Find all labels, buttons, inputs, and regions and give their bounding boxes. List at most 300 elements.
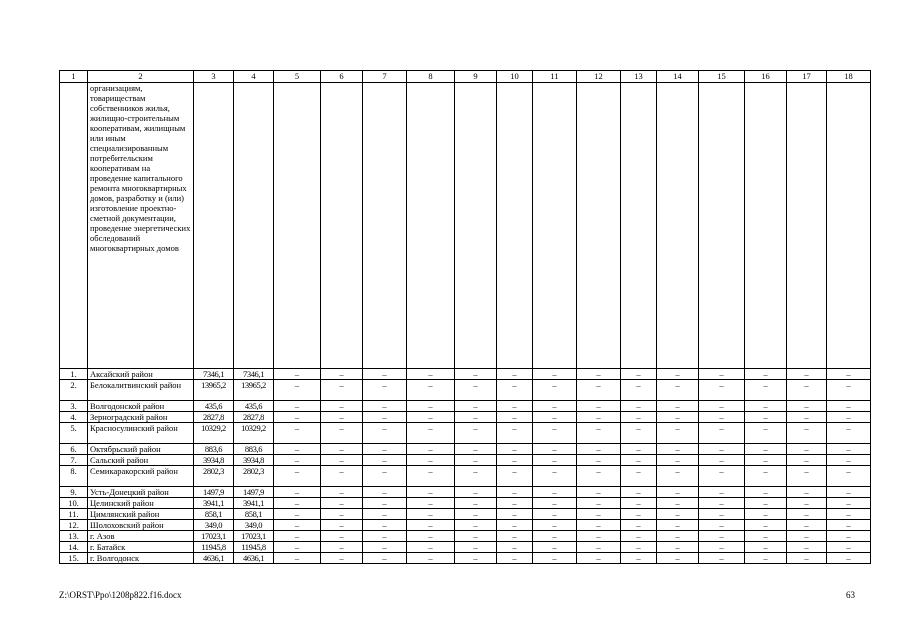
dash-cell: – xyxy=(577,444,621,455)
description-cell: организациям, товариществам собственников жилья, жилищно-строительным кооперативам, жилищным или иным специализированным потребительским кооперативам на проведение капитального ремонта многоквартирных домов, разработку и (или) изготовление проектно-сметной документации, проведение энергетических обследований многоквартирных домов xyxy=(88,83,194,369)
dash-cell: – xyxy=(497,542,533,553)
row-name: Шолоховский район xyxy=(88,520,194,531)
dash-cell: – xyxy=(363,531,407,542)
dash-cell: – xyxy=(699,542,745,553)
row-name: Октябрьский район xyxy=(88,444,194,455)
value-col4: 435,6 xyxy=(234,401,274,412)
value-col3: 858,1 xyxy=(194,509,234,520)
table-row xyxy=(60,369,871,380)
dash-cell: – xyxy=(657,369,699,380)
dash-cell: – xyxy=(321,498,363,509)
dash-cell: – xyxy=(274,423,321,444)
dash-cell: – xyxy=(657,553,699,564)
row-number: 9. xyxy=(60,487,88,498)
dash-cell: – xyxy=(657,542,699,553)
dash-cell: – xyxy=(455,509,497,520)
value-col3: 2827,8 xyxy=(194,412,234,423)
dash-cell: – xyxy=(455,520,497,531)
dash-cell: – xyxy=(533,520,577,531)
dash-cell: – xyxy=(274,531,321,542)
dash-cell: – xyxy=(577,423,621,444)
dash-cell: – xyxy=(407,455,455,466)
dash-cell: – xyxy=(621,553,657,564)
dash-cell: – xyxy=(745,369,787,380)
dash-cell: – xyxy=(577,455,621,466)
dash-cell: – xyxy=(699,531,745,542)
dash-cell: – xyxy=(621,455,657,466)
dash-cell: – xyxy=(407,369,455,380)
column-header-7: 7 xyxy=(363,71,407,83)
dash-cell: – xyxy=(657,423,699,444)
dash-cell: – xyxy=(745,498,787,509)
dash-cell: – xyxy=(657,498,699,509)
table-row xyxy=(60,423,871,444)
dash-cell: – xyxy=(321,423,363,444)
row-name: Красносулинский район xyxy=(88,423,194,444)
dash-cell: – xyxy=(657,401,699,412)
row-name: Белокалитвинский район xyxy=(88,380,194,401)
value-col3: 3934,8 xyxy=(194,455,234,466)
dash-cell: – xyxy=(745,412,787,423)
dash-cell: – xyxy=(827,553,871,564)
dash-cell: – xyxy=(577,412,621,423)
dash-cell: – xyxy=(497,487,533,498)
dash-cell: – xyxy=(621,498,657,509)
dash-cell: – xyxy=(274,455,321,466)
dash-cell: – xyxy=(455,423,497,444)
row-name: Зерноградский район xyxy=(88,412,194,423)
dash-cell: – xyxy=(497,380,533,401)
dash-cell: – xyxy=(621,380,657,401)
dash-cell: – xyxy=(787,466,827,487)
desc-empty-cell xyxy=(699,83,745,369)
dash-cell: – xyxy=(455,498,497,509)
row-number: 11. xyxy=(60,509,88,520)
dash-cell: – xyxy=(533,401,577,412)
dash-cell: – xyxy=(497,444,533,455)
column-header-8: 8 xyxy=(407,71,455,83)
value-col3: 17023,1 xyxy=(194,531,234,542)
dash-cell: – xyxy=(621,466,657,487)
column-header-1: 1 xyxy=(60,71,88,83)
dash-cell: – xyxy=(787,509,827,520)
dash-cell: – xyxy=(363,444,407,455)
dash-cell: – xyxy=(274,466,321,487)
desc-empty-cell xyxy=(787,83,827,369)
row-name: г. Азов xyxy=(88,531,194,542)
dash-cell: – xyxy=(274,498,321,509)
row-name: г. Батайск xyxy=(88,542,194,553)
dash-cell: – xyxy=(699,553,745,564)
dash-cell: – xyxy=(363,553,407,564)
table-row xyxy=(60,509,871,520)
dash-cell: – xyxy=(745,444,787,455)
value-col4: 17023,1 xyxy=(234,531,274,542)
dash-cell: – xyxy=(321,369,363,380)
dash-cell: – xyxy=(827,520,871,531)
desc-empty-cell xyxy=(621,83,657,369)
row-name: Аксайский район xyxy=(88,369,194,380)
row-name: Семикаракорский район xyxy=(88,466,194,487)
value-col4: 858,1 xyxy=(234,509,274,520)
dash-cell: – xyxy=(621,487,657,498)
dash-cell: – xyxy=(533,553,577,564)
dash-cell: – xyxy=(497,412,533,423)
desc-empty-cell xyxy=(827,83,871,369)
dash-cell: – xyxy=(407,423,455,444)
dash-cell: – xyxy=(321,531,363,542)
row-name: Усть-Донецкий район xyxy=(88,487,194,498)
dash-cell: – xyxy=(787,520,827,531)
value-col3: 11945,8 xyxy=(194,542,234,553)
value-col4: 3934,8 xyxy=(234,455,274,466)
dash-cell: – xyxy=(657,520,699,531)
desc-empty-cell xyxy=(455,83,497,369)
row-number: 10. xyxy=(60,498,88,509)
dash-cell: – xyxy=(274,487,321,498)
column-header-18: 18 xyxy=(827,71,871,83)
dash-cell: – xyxy=(407,401,455,412)
dash-cell: – xyxy=(699,369,745,380)
column-header-11: 11 xyxy=(533,71,577,83)
dash-cell: – xyxy=(321,412,363,423)
row-name: Сальский район xyxy=(88,455,194,466)
dash-cell: – xyxy=(274,401,321,412)
column-header-16: 16 xyxy=(745,71,787,83)
value-col3: 2802,3 xyxy=(194,466,234,487)
table-row xyxy=(60,487,871,498)
table-row xyxy=(60,412,871,423)
table-row xyxy=(60,444,871,455)
dash-cell: – xyxy=(577,498,621,509)
dash-cell: – xyxy=(497,401,533,412)
dash-cell: – xyxy=(745,542,787,553)
table-row xyxy=(60,553,871,564)
dash-cell: – xyxy=(274,509,321,520)
dash-cell: – xyxy=(577,531,621,542)
value-col3: 10329,2 xyxy=(194,423,234,444)
dash-cell: – xyxy=(745,487,787,498)
desc-empty-cell xyxy=(657,83,699,369)
dash-cell: – xyxy=(497,498,533,509)
dash-cell: – xyxy=(745,466,787,487)
dash-cell: – xyxy=(497,509,533,520)
dash-cell: – xyxy=(363,380,407,401)
dash-cell: – xyxy=(699,520,745,531)
dash-cell: – xyxy=(455,455,497,466)
dash-cell: – xyxy=(827,380,871,401)
dash-cell: – xyxy=(533,498,577,509)
row-number: 7. xyxy=(60,455,88,466)
value-col4: 2802,3 xyxy=(234,466,274,487)
row-number: 5. xyxy=(60,423,88,444)
dash-cell: – xyxy=(621,369,657,380)
dash-cell: – xyxy=(577,380,621,401)
dash-cell: – xyxy=(274,412,321,423)
row-number: 1. xyxy=(60,369,88,380)
dash-cell: – xyxy=(787,412,827,423)
dash-cell: – xyxy=(407,531,455,542)
desc-empty-cell xyxy=(407,83,455,369)
dash-cell: – xyxy=(621,520,657,531)
column-header-2: 2 xyxy=(88,71,194,83)
dash-cell: – xyxy=(455,553,497,564)
dash-cell: – xyxy=(455,531,497,542)
dash-cell: – xyxy=(274,520,321,531)
dash-cell: – xyxy=(407,498,455,509)
column-header-5: 5 xyxy=(274,71,321,83)
dash-cell: – xyxy=(577,487,621,498)
dash-cell: – xyxy=(321,487,363,498)
dash-cell: – xyxy=(657,509,699,520)
dash-cell: – xyxy=(321,466,363,487)
row-number: 14. xyxy=(60,542,88,553)
dash-cell: – xyxy=(455,444,497,455)
value-col4: 2827,8 xyxy=(234,412,274,423)
dash-cell: – xyxy=(621,531,657,542)
value-col3: 3941,1 xyxy=(194,498,234,509)
table-row xyxy=(60,455,871,466)
dash-cell: – xyxy=(363,520,407,531)
dash-cell: – xyxy=(621,444,657,455)
dash-cell: – xyxy=(621,542,657,553)
dash-cell: – xyxy=(533,487,577,498)
dash-cell: – xyxy=(407,553,455,564)
dash-cell: – xyxy=(699,509,745,520)
value-col3: 1497,9 xyxy=(194,487,234,498)
desc-empty-cell xyxy=(497,83,533,369)
row-number: 8. xyxy=(60,466,88,487)
dash-cell: – xyxy=(787,455,827,466)
dash-cell: – xyxy=(363,466,407,487)
dash-cell: – xyxy=(363,509,407,520)
dash-cell: – xyxy=(787,487,827,498)
dash-cell: – xyxy=(455,487,497,498)
value-col4: 11945,8 xyxy=(234,542,274,553)
desc-empty-cell xyxy=(533,83,577,369)
dash-cell: – xyxy=(787,423,827,444)
dash-cell: – xyxy=(407,380,455,401)
dash-cell: – xyxy=(363,412,407,423)
dash-cell: – xyxy=(274,542,321,553)
dash-cell: – xyxy=(699,455,745,466)
dash-cell: – xyxy=(363,498,407,509)
dash-cell: – xyxy=(699,423,745,444)
dash-cell: – xyxy=(621,423,657,444)
row-number: 6. xyxy=(60,444,88,455)
desc-empty-cell xyxy=(194,83,234,369)
value-col4: 3941,1 xyxy=(234,498,274,509)
dash-cell: – xyxy=(407,509,455,520)
dash-cell: – xyxy=(827,466,871,487)
dash-cell: – xyxy=(455,412,497,423)
table-row xyxy=(60,531,871,542)
dash-cell: – xyxy=(407,466,455,487)
value-col4: 10329,2 xyxy=(234,423,274,444)
dash-cell: – xyxy=(745,553,787,564)
dash-cell: – xyxy=(274,369,321,380)
dash-cell: – xyxy=(745,423,787,444)
table-row xyxy=(60,498,871,509)
column-header-17: 17 xyxy=(787,71,827,83)
dash-cell: – xyxy=(274,380,321,401)
row-number: 13. xyxy=(60,531,88,542)
dash-cell: – xyxy=(407,542,455,553)
dash-cell: – xyxy=(274,553,321,564)
dash-cell: – xyxy=(455,466,497,487)
dash-cell: – xyxy=(321,509,363,520)
dash-cell: – xyxy=(827,487,871,498)
dash-cell: – xyxy=(657,487,699,498)
dash-cell: – xyxy=(745,509,787,520)
dash-cell: – xyxy=(577,466,621,487)
dash-cell: – xyxy=(827,401,871,412)
dash-cell: – xyxy=(455,380,497,401)
desc-empty-cell xyxy=(274,83,321,369)
desc-empty-cell xyxy=(363,83,407,369)
dash-cell: – xyxy=(497,531,533,542)
table-sheet xyxy=(59,70,870,564)
dash-cell: – xyxy=(577,553,621,564)
page-number: 63 xyxy=(846,590,855,600)
dash-cell: – xyxy=(497,520,533,531)
dash-cell: – xyxy=(407,444,455,455)
row-number: 2. xyxy=(60,380,88,401)
dash-cell: – xyxy=(533,455,577,466)
dash-cell: – xyxy=(657,444,699,455)
dash-cell: – xyxy=(787,531,827,542)
column-header-3: 3 xyxy=(194,71,234,83)
dash-cell: – xyxy=(533,542,577,553)
dash-cell: – xyxy=(497,369,533,380)
row-number: 3. xyxy=(60,401,88,412)
dash-cell: – xyxy=(699,412,745,423)
header-row xyxy=(60,71,871,83)
column-header-15: 15 xyxy=(699,71,745,83)
value-col3: 349,0 xyxy=(194,520,234,531)
dash-cell: – xyxy=(455,542,497,553)
dash-cell: – xyxy=(787,380,827,401)
dash-cell: – xyxy=(787,369,827,380)
dash-cell: – xyxy=(274,444,321,455)
dash-cell: – xyxy=(363,369,407,380)
dash-cell: – xyxy=(699,498,745,509)
dash-cell: – xyxy=(321,401,363,412)
table-row xyxy=(60,380,871,401)
dash-cell: – xyxy=(321,542,363,553)
column-header-6: 6 xyxy=(321,71,363,83)
row-number: 15. xyxy=(60,553,88,564)
dash-cell: – xyxy=(363,487,407,498)
dash-cell: – xyxy=(745,455,787,466)
dash-cell: – xyxy=(745,520,787,531)
dash-cell: – xyxy=(321,520,363,531)
table-row xyxy=(60,520,871,531)
dash-cell: – xyxy=(321,380,363,401)
row-name: Целинский район xyxy=(88,498,194,509)
column-header-4: 4 xyxy=(234,71,274,83)
dash-cell: – xyxy=(533,380,577,401)
dash-cell: – xyxy=(407,412,455,423)
dash-cell: – xyxy=(363,542,407,553)
dash-cell: – xyxy=(827,531,871,542)
value-col3: 883,6 xyxy=(194,444,234,455)
dash-cell: – xyxy=(827,423,871,444)
dash-cell: – xyxy=(621,401,657,412)
dash-cell: – xyxy=(699,466,745,487)
desc-empty-cell xyxy=(60,83,88,369)
dash-cell: – xyxy=(321,444,363,455)
dash-cell: – xyxy=(497,466,533,487)
column-header-14: 14 xyxy=(657,71,699,83)
desc-empty-cell xyxy=(321,83,363,369)
dash-cell: – xyxy=(497,455,533,466)
dash-cell: – xyxy=(827,498,871,509)
dash-cell: – xyxy=(533,531,577,542)
dash-cell: – xyxy=(787,553,827,564)
dash-cell: – xyxy=(407,520,455,531)
dash-cell: – xyxy=(787,498,827,509)
dash-cell: – xyxy=(787,542,827,553)
description-row xyxy=(60,83,871,369)
dash-cell: – xyxy=(577,509,621,520)
dash-cell: – xyxy=(827,542,871,553)
dash-cell: – xyxy=(621,509,657,520)
dash-cell: – xyxy=(455,401,497,412)
dash-cell: – xyxy=(699,380,745,401)
dash-cell: – xyxy=(699,444,745,455)
value-col4: 349,0 xyxy=(234,520,274,531)
dash-cell: – xyxy=(827,412,871,423)
dash-cell: – xyxy=(577,369,621,380)
budget-table xyxy=(59,70,871,564)
desc-empty-cell xyxy=(745,83,787,369)
row-name: г. Волгодонск xyxy=(88,553,194,564)
dash-cell: – xyxy=(321,553,363,564)
dash-cell: – xyxy=(827,509,871,520)
dash-cell: – xyxy=(363,455,407,466)
dash-cell: – xyxy=(657,466,699,487)
row-number: 4. xyxy=(60,412,88,423)
dash-cell: – xyxy=(533,509,577,520)
dash-cell: – xyxy=(321,455,363,466)
dash-cell: – xyxy=(577,542,621,553)
dash-cell: – xyxy=(787,401,827,412)
desc-empty-cell xyxy=(577,83,621,369)
value-col3: 435,6 xyxy=(194,401,234,412)
value-col4: 13965,2 xyxy=(234,380,274,401)
dash-cell: – xyxy=(533,444,577,455)
dash-cell: – xyxy=(827,369,871,380)
column-header-13: 13 xyxy=(621,71,657,83)
dash-cell: – xyxy=(827,455,871,466)
row-name: Волгодонской район xyxy=(88,401,194,412)
dash-cell: – xyxy=(533,369,577,380)
table-row xyxy=(60,542,871,553)
dash-cell: – xyxy=(533,412,577,423)
value-col4: 1497,9 xyxy=(234,487,274,498)
value-col3: 4636,1 xyxy=(194,553,234,564)
dash-cell: – xyxy=(455,369,497,380)
column-header-9: 9 xyxy=(455,71,497,83)
dash-cell: – xyxy=(745,380,787,401)
table-row xyxy=(60,466,871,487)
column-header-10: 10 xyxy=(497,71,533,83)
dash-cell: – xyxy=(621,412,657,423)
column-header-12: 12 xyxy=(577,71,621,83)
dash-cell: – xyxy=(657,412,699,423)
value-col3: 7346,1 xyxy=(194,369,234,380)
